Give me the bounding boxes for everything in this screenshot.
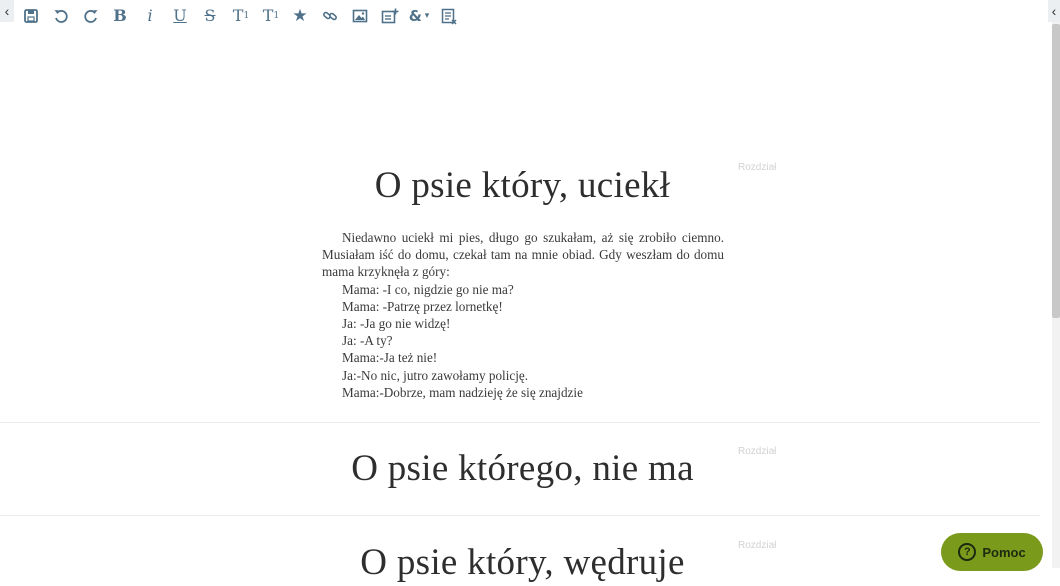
chapter-body[interactable] [322,229,724,401]
paragraph: Mama: -Patrzę przez lornetkę! [342,298,503,314]
chapter-label: Rozdział [738,162,777,173]
paragraph: Ja:-No nic, jutro zawołamy policję. [342,367,529,383]
save-icon[interactable] [21,6,41,26]
strikethrough-button[interactable]: S [204,6,216,25]
subscript-button[interactable] [229,6,253,26]
paragraph: Ja: -A ty? [342,333,393,349]
editor-toolbar [0,0,1060,32]
collapse-left-button[interactable]: ‹ [0,0,14,22]
collapse-right-button[interactable]: ‹ [1048,0,1060,22]
help-label: Pomoc [982,544,1026,560]
superscript-button[interactable] [259,6,283,26]
scrollbar-thumb[interactable] [1052,24,1060,318]
subscript-label: T [232,6,244,25]
special-chars-dropdown[interactable] [404,6,434,26]
link-icon[interactable] [320,6,340,26]
italic-button[interactable]: i [147,6,153,25]
ampersand-icon: & [408,7,422,25]
chapter-divider [0,422,1040,423]
chapter-title[interactable]: O psie który, wędruje [360,542,685,583]
chapter-title[interactable]: O psie który, uciekł [374,165,671,206]
paragraph: Mama:-Ja też nie! [342,350,438,366]
help-icon: ? [958,543,976,561]
chapter-title[interactable]: O psie którego, nie ma [351,448,694,489]
subscript-mark: 1 [243,11,250,21]
paragraph: Niedawno uciekł mi pies, długo go szukałam, aż się zrobiło ciemno. Musiałam iść do domu, czekał tam na mnie obiad. Gdy weszłam do domu mama krzyknęła z góry: [322,230,724,280]
chevron-down-icon: ▾ [424,11,430,21]
star-icon[interactable]: ★ [292,6,308,25]
bold-button[interactable]: B [113,6,127,25]
chapter-divider [0,515,1040,516]
superscript-mark: 1 [273,11,280,21]
paragraph: Mama:-Dobrze, mam nadzieję że się znajdzie [342,384,583,400]
add-note-icon[interactable] [380,6,400,26]
chapter-label: Rozdział [738,446,777,457]
paragraph: Mama: -I co, nigdzie go nie ma? [342,281,514,297]
image-icon[interactable] [350,6,370,26]
redo-icon[interactable] [81,6,101,26]
help-button[interactable] [941,533,1043,571]
paragraph: Ja: -Ja go nie widzę! [342,316,451,332]
clear-format-icon[interactable] [439,6,459,26]
superscript-label: T [262,6,274,25]
underline-button[interactable]: U [173,6,187,25]
chapter-label: Rozdział [738,540,777,551]
undo-icon[interactable] [51,6,71,26]
